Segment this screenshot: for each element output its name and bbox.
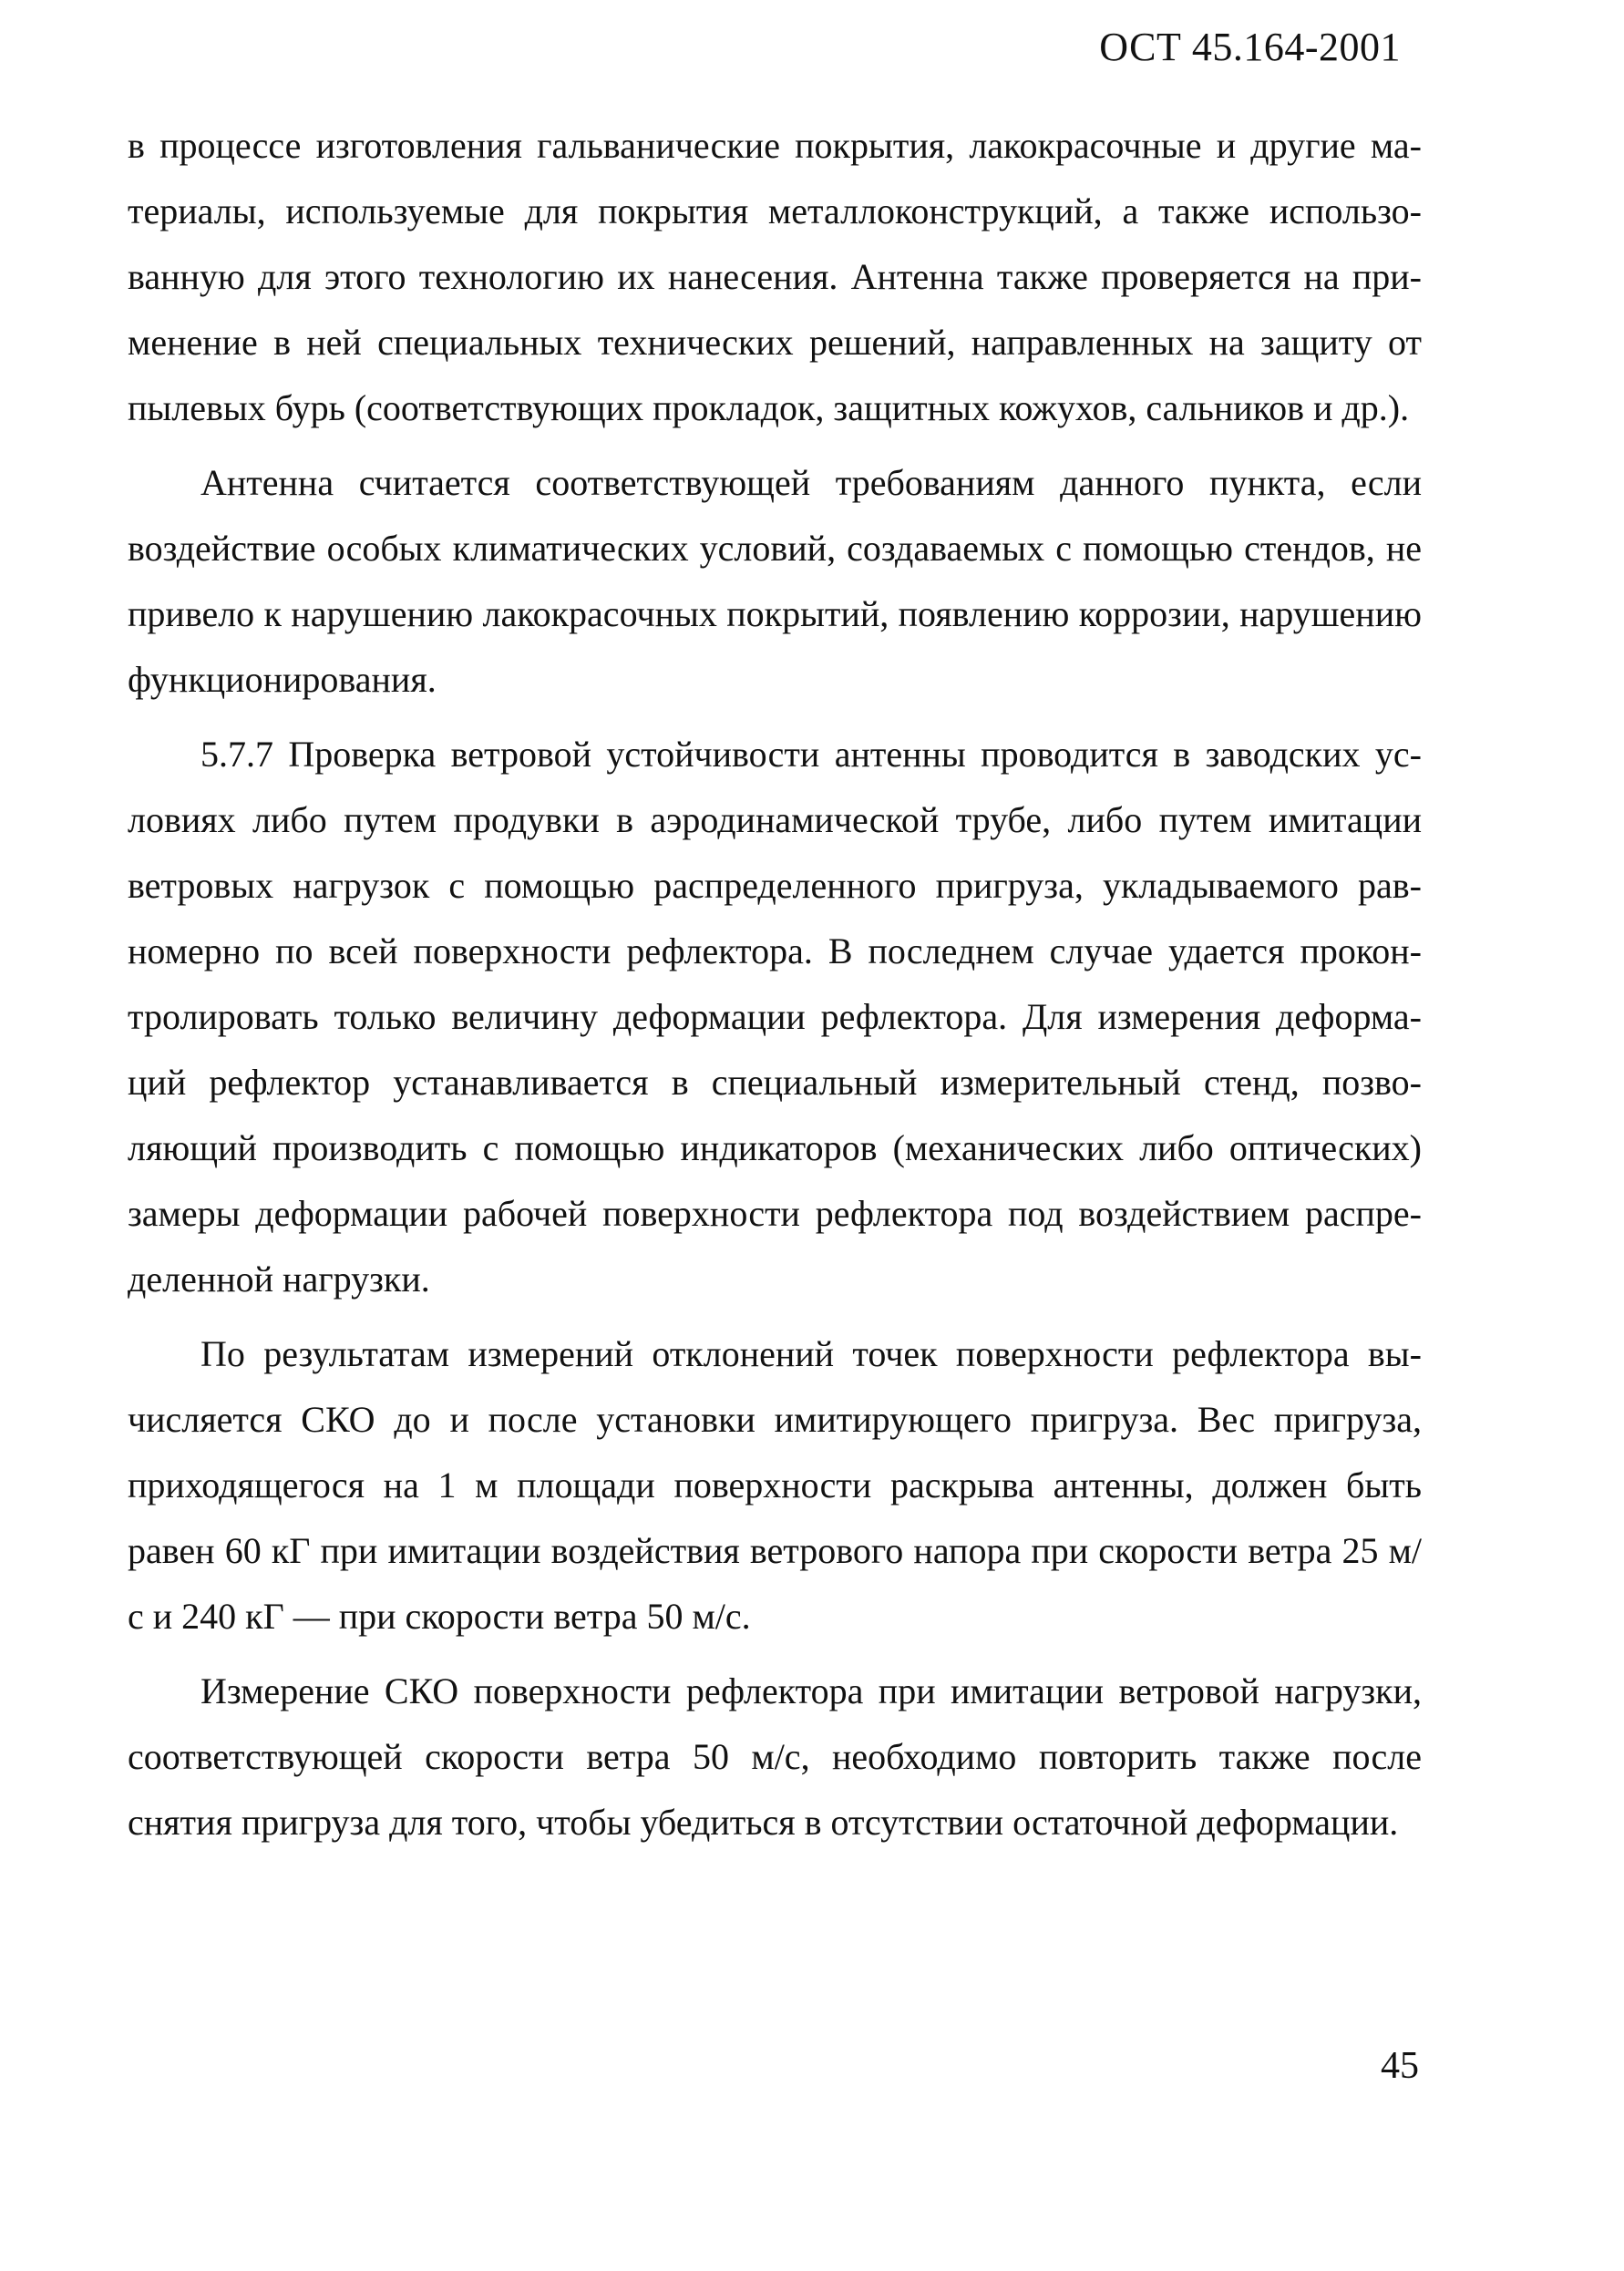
paragraph-compliance: Антенна считается соответствующей требованиям данного пункта, если воздействие особых климатических условий, создаваемых с помощью стендов, не привело к нарушению лакокрасочных покрытий, появлению коррозии, нарушению функционирования. [128,462,1422,700]
document-body [128,113,1422,1865]
paragraph-measurement-results: По результатам измерений отклонений точек поверхности рефлектора вычисляется СКО до и после установки имитирующего пригруза. Вес пригруза, приходящегося на 1 м площади поверхности раскрыва антенны, должен быть равен 60 кГ при имитации воздействия ветрового напора при скорости ветра 25 м/с и 240 кГ — при скорости ветра 50 м/с. [128,1333,1422,1637]
paragraph-5-7-7: 5.7.7 Проверка ветровой устойчивости антенны проводится в заводских условиях либо путем продувки в аэродинамической трубе, либо путем имитации ветровых нагрузок с помощью распределенного пригруза, укладываемого равномерно по всей поверхности рефлектора. В последнем случае удается проконтролировать только величину деформации рефлектора. Для измерения деформаций рефлектор устанавливается в специальный измерительный стенд, позволяющий производить с помощью индикаторов (механических либо оптических) замеры деформации рабочей поверхности рефлектора под воздействием распределенной нагрузки. [128,734,1422,1300]
paragraph-continued: в процессе изготовления гальванические покрытия, лакокрасочные и другие материалы, используемые для покрытия металлоконструкций, а также использованную для этого технологию их нанесения. Антенна также проверяется на применение в ней специальных технических решений, направленных на защиту от пылевых бурь (соответствующих прокладок, защитных кожухов, сальников и др.). [128,125,1422,428]
document-code-header: ОСТ 45.164-2001 [1099,25,1401,69]
page-number: 45 [1381,2045,1419,2087]
paragraph-repeat-measurement: Измерение СКО поверхности рефлектора при имитации ветровой нагрузки, соответствующей скорости ветра 50 м/с, необходимо повторить также после снятия пригруза для того, чтобы убедиться в отсутствии остаточной деформации. [128,1670,1422,1843]
